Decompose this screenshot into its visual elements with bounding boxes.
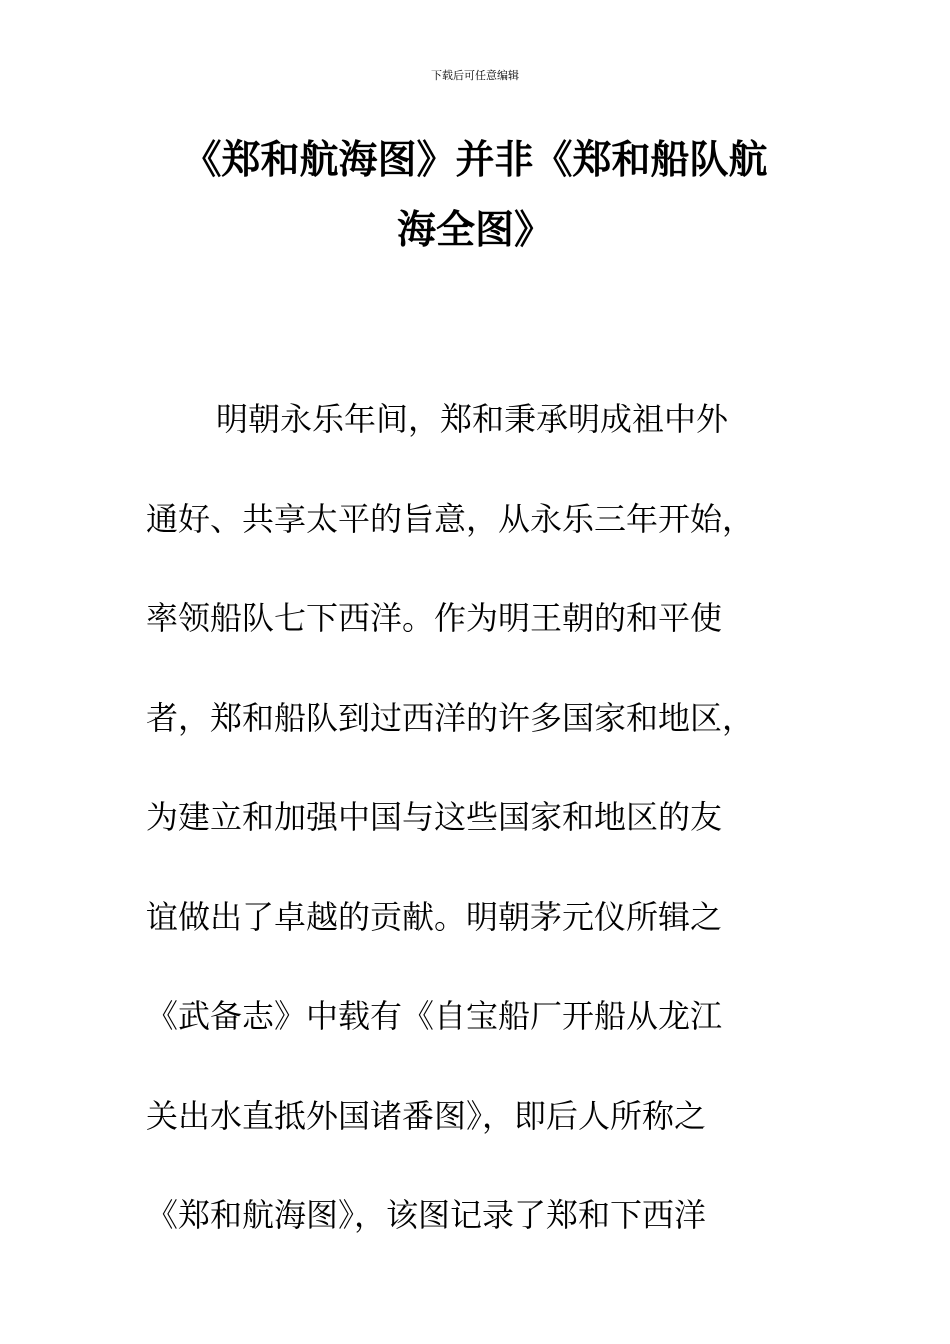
body-line: 明朝永乐年间，郑和秉承明成祖中外 <box>216 400 729 438</box>
title-line-2: 海全图》 <box>396 208 553 253</box>
body-line: 《武备志》中载有《自宝船厂开船从龙江 <box>146 997 723 1035</box>
body-line: 者，郑和船队到过西洋的许多国家和地区， <box>146 698 755 737</box>
body-line: 率领船队七下西洋。作为明王朝的和平使 <box>146 599 723 637</box>
header-note: 下载后可任意编辑 <box>431 69 519 82</box>
body-line: 谊做出了卓越的贡献。明朝茅元仪所辑之 <box>146 897 723 936</box>
body-paragraph <box>146 370 806 1266</box>
body-line: 关出水直抵外国诸番图》，即后人所称之 <box>146 1096 707 1135</box>
body-line: 通好、共享太平的旨意，从永乐三年开始， <box>146 499 755 538</box>
body-line: 《郑和航海图》，该图记录了郑和下西洋 <box>146 1196 707 1234</box>
body-line: 为建立和加强中国与这些国家和地区的友 <box>146 798 723 836</box>
document-title <box>60 126 890 266</box>
title-line-1: 《郑和航海图》并非《郑和船队航 <box>182 138 768 183</box>
